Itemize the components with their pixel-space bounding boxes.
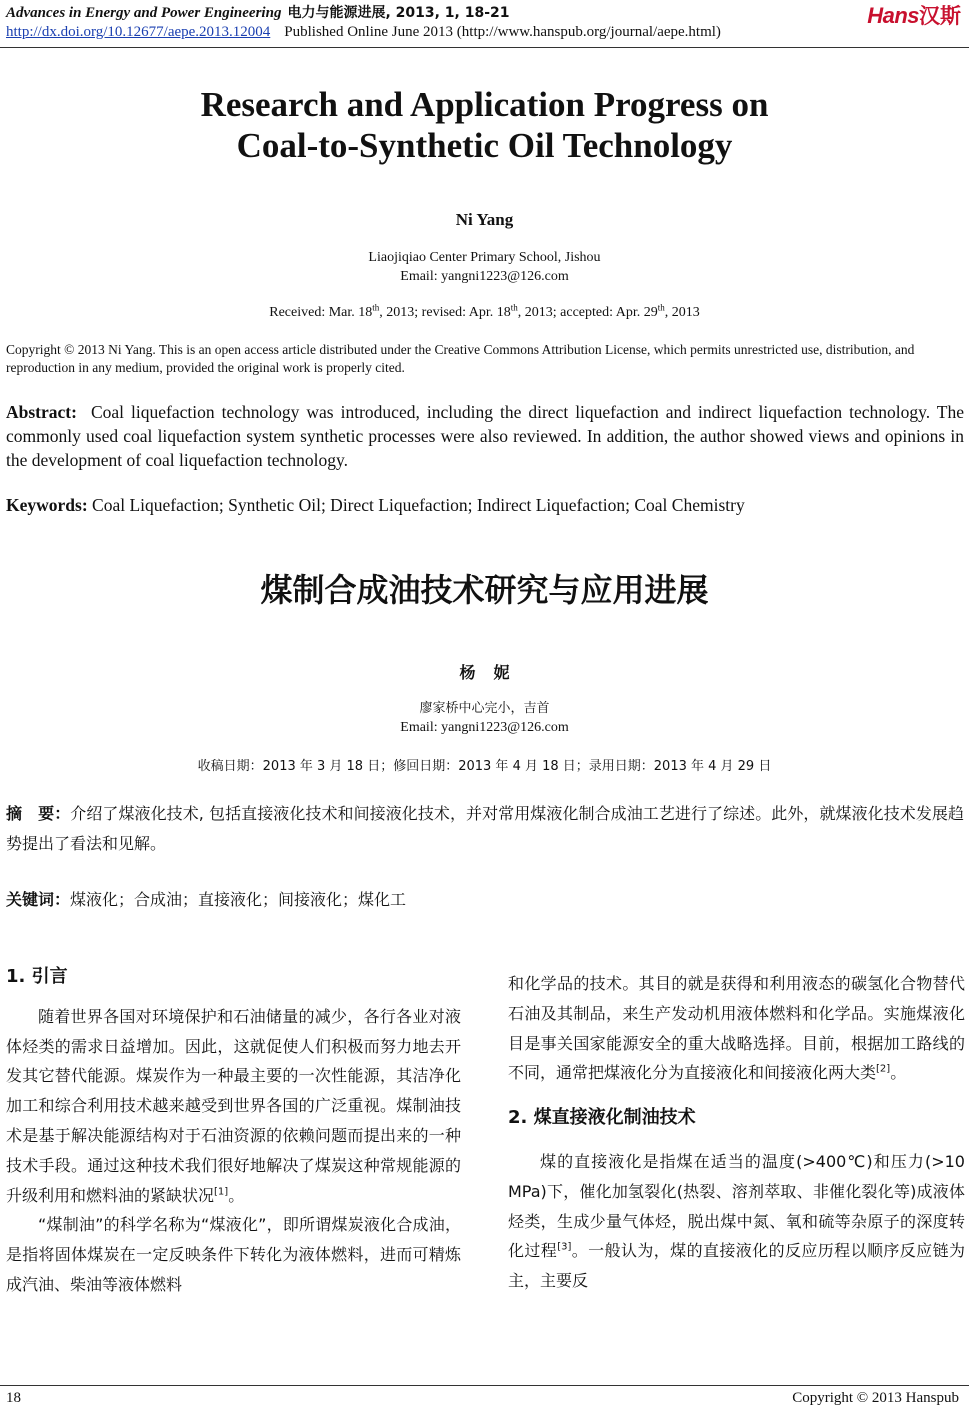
sup-th: th <box>372 302 380 313</box>
title-en <box>0 84 969 166</box>
logo-text: Hans <box>867 3 919 28</box>
footer-rule <box>0 1385 969 1386</box>
email-zh: Email: yangni1223@126.com <box>400 720 569 735</box>
email-en: Email: yangni1223@126.com <box>400 269 569 284</box>
body-right-column <box>508 969 965 1296</box>
page-number: 18 <box>6 1390 21 1406</box>
received-dates-en <box>0 303 969 322</box>
paragraph-text: 和化学品的技术。其目的就是获得和利用液态的碳氢化合物替代石油及其制品，来生产发动机用液体燃料和化学品。实施煤液化目是事关国家能源安全的重大战略选择。目前，根据加工路线的不同，通常把煤液化分为直接液化和间接液化两大类 <box>508 974 965 1083</box>
revised-text: , 2013; revised: Apr. 18 <box>379 305 511 320</box>
received-text: Received: Mar. 18 <box>269 305 373 320</box>
abstract-en <box>6 400 964 472</box>
affiliation-zh <box>0 699 969 737</box>
body-left-column <box>6 962 461 1300</box>
published-online: Published Online June 2013 (http://www.hanspub.org/journal/aepe.html) <box>284 24 721 40</box>
keywords-zh-text: 煤液化；合成油；直接液化；间接液化；煤化工 <box>70 890 407 909</box>
paragraph-end: 。 <box>228 1185 245 1205</box>
accepted-text: , 2013; accepted: Apr. 29 <box>517 305 658 320</box>
keywords-en <box>6 493 964 517</box>
paragraph-end: 。 <box>890 1063 907 1083</box>
author-en: Ni Yang <box>455 210 514 229</box>
affiliation-en-text: Liaojiqiao Center Primary School, Jishou <box>368 250 601 265</box>
year-text: , 2013 <box>664 305 700 320</box>
logo-text-zh: 汉斯 <box>919 4 961 28</box>
abstract-en-label: Abstract: <box>6 402 77 422</box>
paragraph-text: 。一般认为，煤的直接液化的反应历程以顺序反应链为主，主要反 <box>508 1241 965 1291</box>
abstract-zh-text: 介绍了煤液化技术, 包括直接液化技术和间接液化技术，并对常用煤液化制合成油工艺进行了综述。此外，就煤液化技术发展趋势提出了看法和见解。 <box>6 804 964 853</box>
section-1-paragraph-1 <box>6 1002 461 1211</box>
journal-name-zh: 电力与能源进展, 2013, 1, 18-21 <box>287 5 510 21</box>
title-zh: 煤制合成油技术研究与应用进展 <box>260 571 709 609</box>
section-2-heading: 2. 煤直接液化制油技术 <box>508 1107 696 1129</box>
keywords-en-label: Keywords: <box>6 495 88 515</box>
title-en-line2: Coal-to-Synthetic Oil Technology <box>236 126 733 165</box>
sup-th: th <box>657 302 665 313</box>
affiliation-zh-text: 廖家桥中心完小，吉首 <box>419 701 550 716</box>
paragraph-text: 随着世界各国对环境保护和石油储量的减少，各行各业对液体烃类的需求日益增加。因此，这就促使人们积极而努力地去开发其它替代能源。煤炭作为一种最主要的一次性能源，其洁净化加工和综合利用技术越来越受到世界各国的广泛重视。煤制油技术是基于解决能源结构对于石油资源的依赖问题而提出来的一种技术手段。通过这种技术我们很好地解决了煤炭这种常规能源的升级利用和燃料油的紧缺状况 <box>6 1006 461 1205</box>
section-2-paragraph-1 <box>508 1147 965 1296</box>
citation: [2] <box>876 1064 891 1076</box>
hanspub-logo <box>867 0 961 28</box>
sup-th: th <box>510 302 518 313</box>
doi-link[interactable]: http://dx.doi.org/10.12677/aepe.2013.12004 <box>6 24 271 40</box>
abstract-zh <box>6 799 964 859</box>
copyright-notice: Copyright © 2013 Ni Yang. This is an open access article distributed under the Creative Commons Attribution License, which permits unrestricted use, distribution, and reproduction in any medium, provided the original work is properly cited. <box>6 342 915 375</box>
affiliation-en <box>0 248 969 286</box>
abstract-zh-label: 摘 要： <box>6 804 71 823</box>
keywords-en-text: Coal Liquefaction; Synthetic Oil; Direct Liquefaction; Indirect Liquefaction; Coal Chemistry <box>92 495 745 515</box>
journal-name <box>6 2 510 22</box>
header-rule <box>0 47 969 48</box>
title-en-line1: Research and Application Progress on <box>200 85 769 124</box>
section-1-heading: 1. 引言 <box>6 966 68 987</box>
keywords-zh <box>6 885 964 915</box>
footer-copyright: Copyright © 2013 Hanspub <box>792 1390 959 1406</box>
paragraph-text: 煤的直接液化是指煤在适当的温度(>400℃)和压力(>10 MPa)下，催化加氢裂化(热裂、溶剂萃取、非催化裂化等)成液体烃类，生成少量气体烃，脱出煤中氮、氧和硫等杂原子的深度转化过程 <box>508 1151 965 1261</box>
keywords-zh-label: 关键词： <box>6 890 71 909</box>
journal-name-en: Advances in Energy and Power Engineering <box>6 5 282 21</box>
section-1-paragraph-2: “煤制油”的科学名称为“煤液化”，即所谓煤炭液化合成油，是指将固体煤炭在一定反映条件下转化为液体燃料，进而可精炼成汽油、柴油等液体燃料 <box>6 1215 461 1294</box>
dates-zh: 收稿日期：2013 年 3 月 18 日；修回日期：2013 年 4 月 18 日；录用日期：2013 年 4 月 29 日 <box>197 759 772 774</box>
section-1-paragraph-2-continued <box>508 969 965 1088</box>
doi-line <box>6 24 721 41</box>
citation: [1] <box>214 1186 229 1198</box>
author-zh: 杨妮 <box>459 663 528 682</box>
citation: [3] <box>557 1242 572 1254</box>
abstract-en-text: Coal liquefaction technology was introduced, including the direct liquefaction and indirect liquefaction technology. The commonly used coal liquefaction system synthetic processes were also reviewed. In addition, the author showed views and opinions in the development of coal liquefaction technology. <box>6 402 965 470</box>
